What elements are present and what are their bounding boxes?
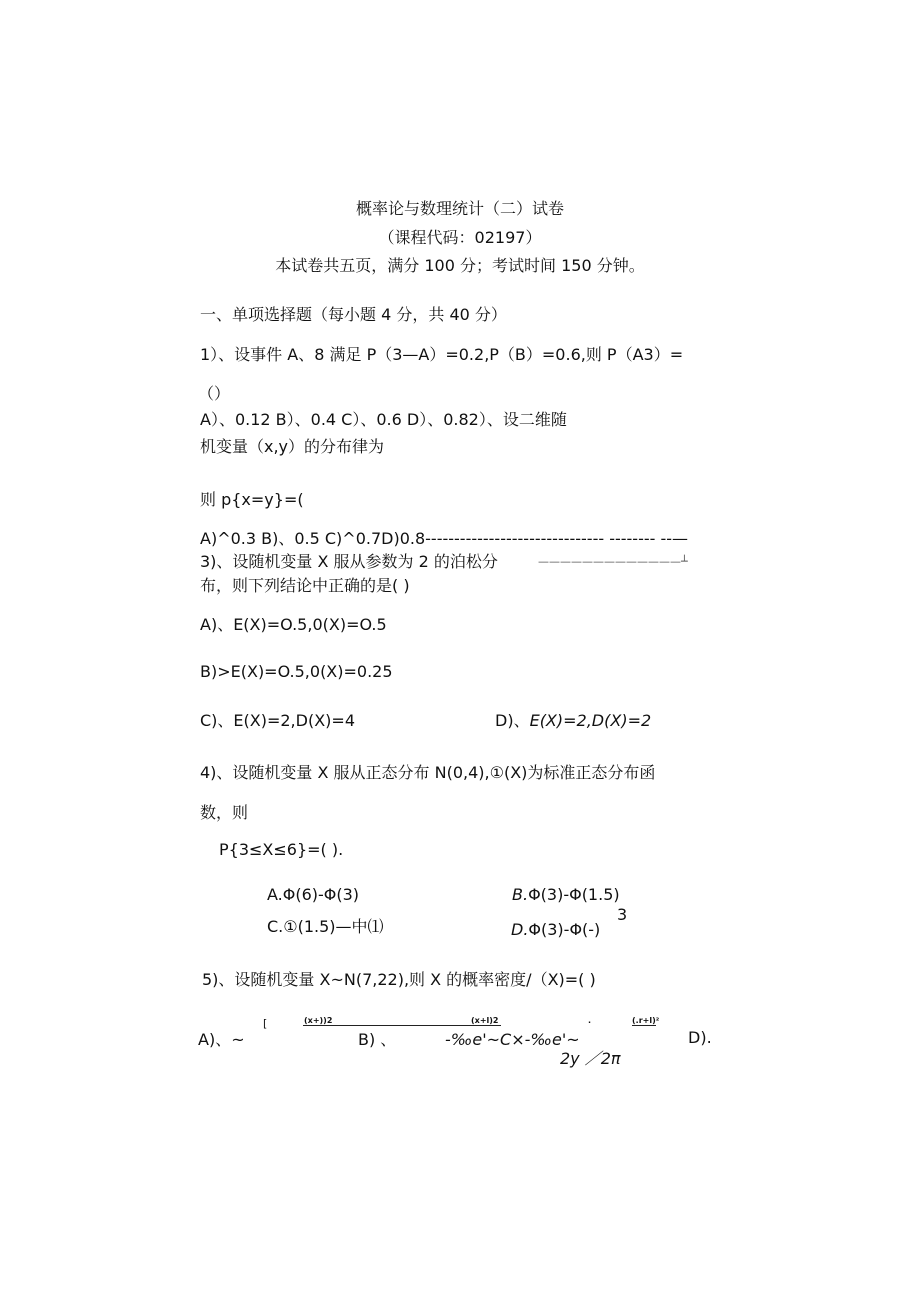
q4-probability: P{3≤X≤6}=( ). <box>219 840 344 859</box>
q5-exponent-3: (.r+l)² <box>632 1016 660 1025</box>
q5-option-d: D). <box>688 1028 712 1047</box>
exam-info: 本试卷共五页，满分 100 分；考试时间 150 分钟。 <box>275 256 645 275</box>
q2-stem: 则 p{x=y}=( <box>200 490 304 509</box>
q3-option-d-body: E(X)=2,D(X)=2 <box>529 711 652 730</box>
q5-exponent-1: (x+))2 <box>304 1016 333 1025</box>
q5-formula: -‰e'~C×-‰e'~ <box>445 1030 580 1049</box>
q3-option-d-prefix: D)、 <box>495 711 530 730</box>
q5-stem: 5)、设随机变量 X~N(7,22),则 X 的概率密度/（X)=( ) <box>202 970 596 989</box>
exam-title: 概率论与数理统计（二）试卷 <box>355 199 564 218</box>
q1-options: A）、0.12 B）、0.4 C）、0.6 D）、0.82）、设二维随 <box>200 410 567 429</box>
q4-stem: 4)、设随机变量 X 服从正态分布 N(0,4),①(X)为标准正态分布函 <box>200 763 656 782</box>
fraction-bar-small <box>632 1025 656 1026</box>
q2-options: A)^0.3 B)、0.5 C)^0.7D)0.8------------------------------- -------- --— <box>200 529 689 548</box>
q3-option-c: C)、E(X)=2,D(X)=4 <box>200 711 355 730</box>
q5-bracket: [ <box>263 1017 268 1030</box>
q5-denominator: 2y ／2π <box>560 1049 621 1068</box>
q3-dash-tail: —————————————┴ <box>538 555 688 568</box>
q4-option-d-letter: D. <box>511 920 529 939</box>
q1-blank: （） <box>198 384 231 403</box>
q3-continuation: 布，则下列结论中正确的是( ) <box>200 576 410 595</box>
fraction-bar <box>303 1025 501 1026</box>
q5-dot: . <box>588 1016 592 1025</box>
course-code: （课程代码：02197） <box>378 228 542 247</box>
q2-continuation: 机变量（x,y）的分布律为 <box>200 437 385 456</box>
q3-option-d <box>495 711 651 731</box>
q3-option-b: B)>E(X)=O.5,0(X)=0.25 <box>200 662 393 681</box>
q3-option-a: A)、E(X)=O.5,0(X)=O.5 <box>200 615 387 634</box>
q5-option-a: A)、~ <box>198 1030 245 1049</box>
q3-stem: 3)、设随机变量 X 服从参数为 2 的泊松分 <box>200 552 498 571</box>
q4-continuation: 数，则 <box>200 803 249 822</box>
q4-superscript: 3 <box>617 905 628 924</box>
q4-option-c: C.①(1.5)—中⑴ <box>267 917 384 936</box>
q5-option-b: B) 、 <box>358 1030 397 1049</box>
q4-option-b-body: Φ(3)-Φ(1.5) <box>528 885 620 904</box>
q4-option-d-body: Φ(3)-Φ(-) <box>528 920 601 939</box>
section-heading: 一、单项选择题（每小题 4 分，共 40 分） <box>200 305 507 324</box>
q4-option-d <box>511 920 600 940</box>
q1-stem: 1）、设事件 A、8 满足 P（3—A）=0.2,P（B）=0.6,则 P（A3）= <box>200 345 684 364</box>
q4-option-a: A.Φ(6)-Φ(3) <box>267 885 360 904</box>
q4-option-b <box>512 885 620 905</box>
q4-option-b-letter: B. <box>512 885 529 904</box>
q5-exponent-2: (x+l)2 <box>471 1016 499 1025</box>
